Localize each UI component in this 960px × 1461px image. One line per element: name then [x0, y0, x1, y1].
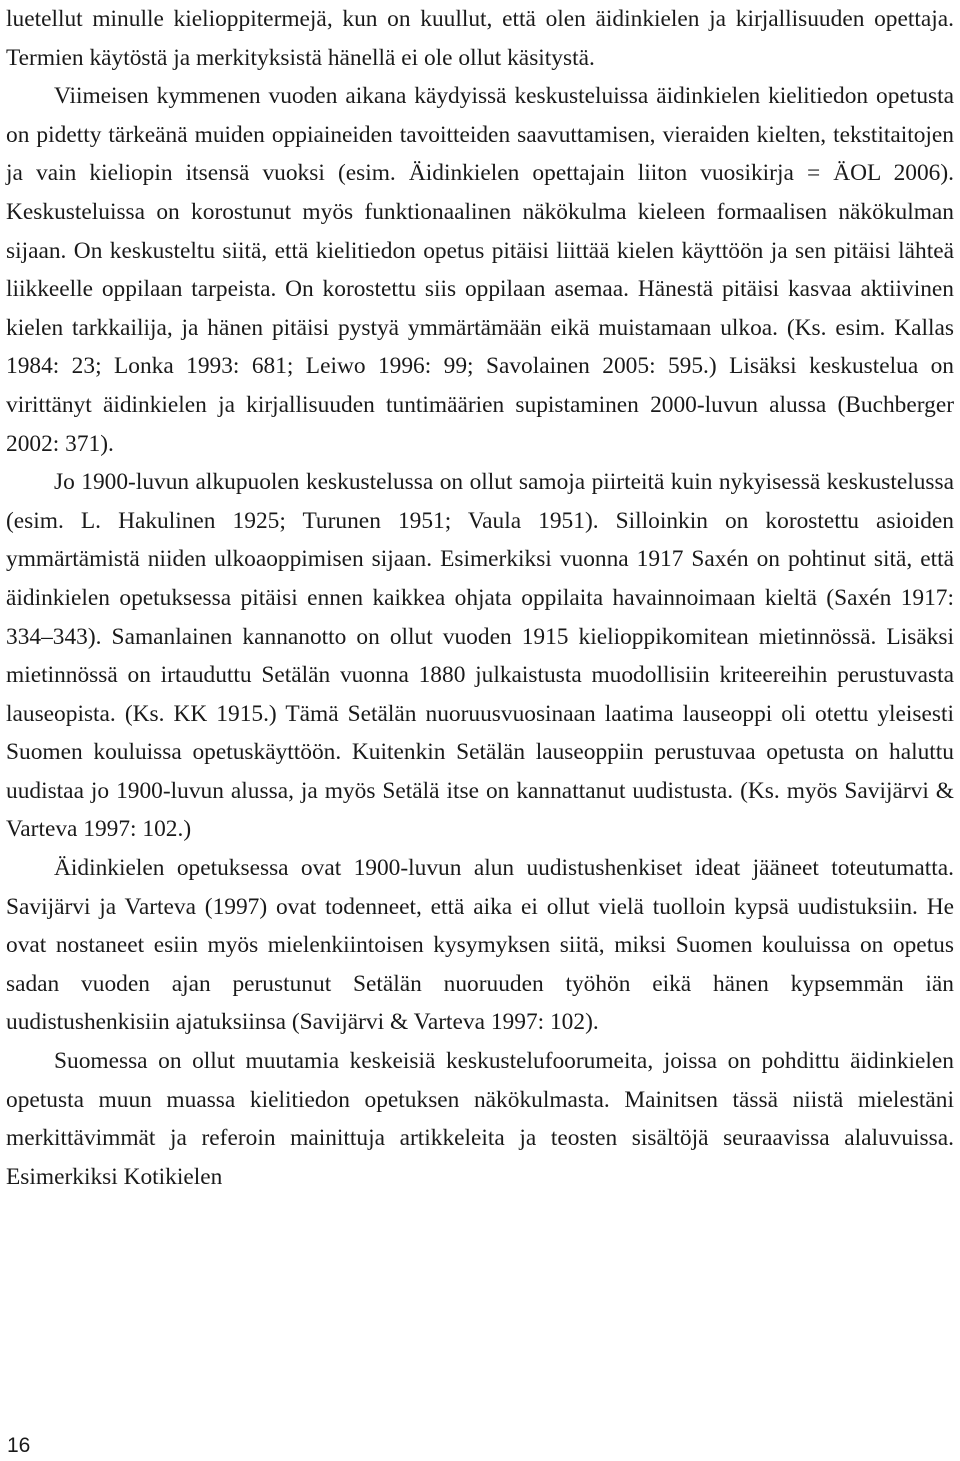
paragraph: Äidinkielen opetuksessa ovat 1900-luvun alun uudistushenkiset ideat jääneet toteutumatta. Savijärvi ja Varteva (1997) ovat todenneet, että aika ei ollut vielä tuolloin kypsä uudistuksiin. He ovat nostaneet esiin myös mielenkiintoisen kysymyksen siitä, miksi Suomen kouluissa on opetus sadan vuoden ajan perustunut Setälän nuoruuden työhön eikä hänen kypsemmän iän uudistushenkisiin ajatuksiinsa (Savijärvi & Varteva 1997: 102). [6, 855, 954, 1036]
paragraph: Suomessa on ollut muutamia keskeisiä keskustelufoorumeita, joissa on pohdittu äidinkielen opetusta muun muassa kielitiedon opetuksen näkökulmasta. Mainitsen tässä niistä mielestäni merkittävimmät ja referoin mainittuja artikkeleita ja teosten sisältöjä seuraavissa alaluvuissa. Esimerkiksi Kotikielen [6, 1048, 954, 1190]
paragraph: Jo 1900-luvun alkupuolen keskustelussa on ollut samoja piirteitä kuin nykyisessä keskustelussa (esim. L. Hakulinen 1925; Turunen 1951; Vaula 1951). Silloinkin on korostettu asioiden ymmärtämistä niiden ulkoaoppimisen sijaan. Esimerkiksi vuonna 1917 Saxén on pohtinut sitä, että äidinkielen opetuksessa pitäisi ennen kaikkea ohjata oppilaita havainnoimaan kieltä (Saxén 1917: 334–343). Samanlainen kannanotto on ollut vuoden 1915 kielioppikomitean mietinnössä. Lisäksi mietinnössä on irtauduttu Setälän vuonna 1880 julkaistusta muodollisiin kriteereihin perustuvasta lauseopista. (Ks. KK 1915.) Tämä Setälän nuoruusvuosinaan laatima lauseoppi oli otettu yleisesti Suomen kouluissa opetuskäyttöön. Kuitenkin Setälän lauseoppiin perustuvaa opetusta on haluttu uudistaa jo 1900-luvun alussa, ja myös Setälä itse on kannattanut uudistusta. (Ks. myös Savijärvi & Varteva 1997: 102.) [6, 469, 954, 843]
paragraph: Viimeisen kymmenen vuoden aikana käydyissä keskusteluissa äidinkielen kielitiedon opetusta on pidetty tärkeänä muiden oppiaineiden tavoitteiden saavuttamisen, vieraiden kielten, tekstitaitojen ja vain kieliopin itsensä vuoksi (esim. Äidinkielen opettajain liiton vuosikirja = ÄOL 2006). Keskusteluissa on korostunut myös funktionaalinen näkökulma kieleen formaalisen näkökulman sijaan. On keskusteltu siitä, että kielitiedon opetus pitäisi liittää kielen käyttöön ja sen pitäisi lähteä liikkeelle oppilaan tarpeista. On korostettu siis oppilaan asemaa. Hänestä pitäisi kasvaa aktiivinen kielen tarkkailija, ja hänen pitäisi pystyä ymmärtämään eikä muistamaan ulkoa. (Ks. esim. Kallas 1984: 23; Lonka 1993: 681; Leiwo 1996: 99; Savolainen 2005: 595.) Lisäksi keskustelua on virittänyt äidinkielen ja kirjallisuuden tuntimäärien supistaminen 2000-luvun alussa (Buchberger 2002: 371). [6, 83, 954, 457]
document-body [6, 0, 954, 1196]
paragraph-continued: luetellut minulle kielioppitermejä, kun on kuullut, että olen äidinkielen ja kirjallisuuden opettaja. Termien käytöstä ja merkityksistä hänellä ei ole ollut käsitystä. [6, 6, 954, 71]
page-number: 16 [7, 1434, 31, 1457]
